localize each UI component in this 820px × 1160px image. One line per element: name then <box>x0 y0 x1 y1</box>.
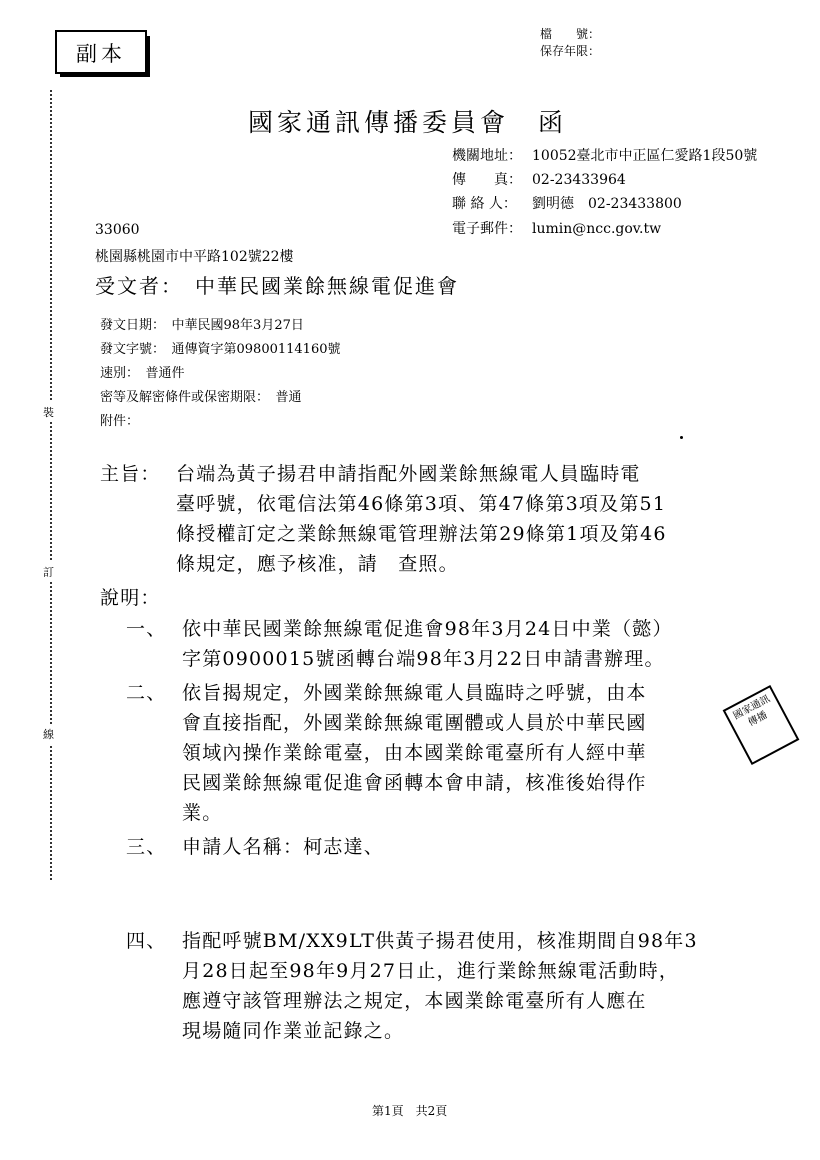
attachment: 附件： <box>100 414 140 429</box>
binding-mark-ding: 訂 <box>43 562 54 582</box>
item-line: 依旨揭規定，外國業餘無線電人員臨時之呼號，由本 <box>182 682 647 704</box>
item-line: 指配呼號BM/XX9LT供黃子揚君使用，核准期間自98年3 <box>182 930 698 952</box>
contact-fax <box>452 170 626 190</box>
item-line: 依中華民國業餘無線電促進會98年3月24日中業（懿） <box>182 618 673 640</box>
item-number: 二、 <box>126 682 167 704</box>
document-title: 國家通訊傳播委員會 函 <box>248 108 568 137</box>
binding-mark-xian: 線 <box>43 724 54 744</box>
scan-speck <box>680 436 683 439</box>
contact-person <box>452 194 682 214</box>
subject-label: 主旨： <box>100 463 161 485</box>
item-line: 會直接指配，外國業餘無線電團體或人員於中華民國 <box>182 712 647 734</box>
item-line: 民國業餘無線電促進會函轉本會申請，核准後始得作 <box>182 772 647 794</box>
file-number-label: 檔 號： <box>540 27 601 41</box>
item-line: 字第0900015號函轉台端98年3月22日申請書辦理。 <box>182 648 665 670</box>
retention-label: 保存年限： <box>540 44 601 58</box>
copy-mark-shadow <box>147 36 150 77</box>
speed-class: 速別： 普通件 <box>100 366 185 381</box>
item-line: 申請人名稱：柯志達、 <box>182 836 385 858</box>
item-line: 應遵守該管理辦法之規定，本國業餘電臺所有人應在 <box>182 990 647 1012</box>
page-number: 第1頁 共2頁 <box>372 1104 448 1118</box>
item-number: 四、 <box>126 930 167 952</box>
recipient: 受文者： 中華民國業餘無線電促進會 <box>95 274 459 298</box>
copy-mark-label: 副本 <box>76 42 126 66</box>
contact-label: 電子郵件： <box>452 221 522 237</box>
subject-line: 條授權訂定之業餘無線電管理辦法第29條第1項及第46 <box>176 523 667 545</box>
issue-date: 發文日期： 中華民國98年3月27日 <box>100 318 304 333</box>
contact-value: 02-23433964 <box>532 172 626 188</box>
subject-line: 條規定，應予核准，請 查照。 <box>176 553 459 575</box>
contact-value: 劉明德 02-23433800 <box>532 196 682 212</box>
classification: 密等及解密條件或保密期限： 普通 <box>100 390 302 405</box>
copy-mark-box <box>55 30 147 74</box>
subject-line: 台端為黃子揚君申請指配外國業餘無線電人員臨時電 <box>176 463 641 485</box>
official-stamp: 國家通訊傳播 <box>723 685 800 765</box>
item-line: 業。 <box>182 802 223 824</box>
subject-line: 臺呼號，依電信法第46條第3項、第47條第3項及第51 <box>176 493 667 515</box>
item-number: 一、 <box>126 618 167 640</box>
document-number: 發文字號： 通傳資字第09800114160號 <box>100 342 341 357</box>
recipient-address: 桃園縣桃園市中平路102號22樓 <box>95 249 294 265</box>
contact-value: lumin@ncc.gov.tw <box>532 221 662 237</box>
contact-label: 聯 絡 人： <box>452 196 517 212</box>
contact-address <box>452 146 757 166</box>
binding-dotted-line <box>50 90 52 880</box>
contact-label: 機關地址： <box>452 148 522 164</box>
contact-email <box>452 219 661 239</box>
item-line: 領域內操作業餘電臺，由本國業餘電臺所有人經中華 <box>182 742 647 764</box>
item-line: 月28日起至98年9月27日止，進行業餘無線電活動時， <box>182 960 680 982</box>
explanation-label: 說明： <box>100 587 161 609</box>
contact-value: 10052臺北市中正區仁愛路1段50號 <box>532 148 758 164</box>
postal-code: 33060 <box>95 222 140 238</box>
binding-mark-zhuang: 裝 <box>43 402 54 422</box>
copy-mark-shadow <box>60 74 150 77</box>
item-line: 現場隨同作業並記錄之。 <box>182 1020 405 1042</box>
item-number: 三、 <box>126 836 167 858</box>
contact-label: 傳 真： <box>452 172 522 188</box>
